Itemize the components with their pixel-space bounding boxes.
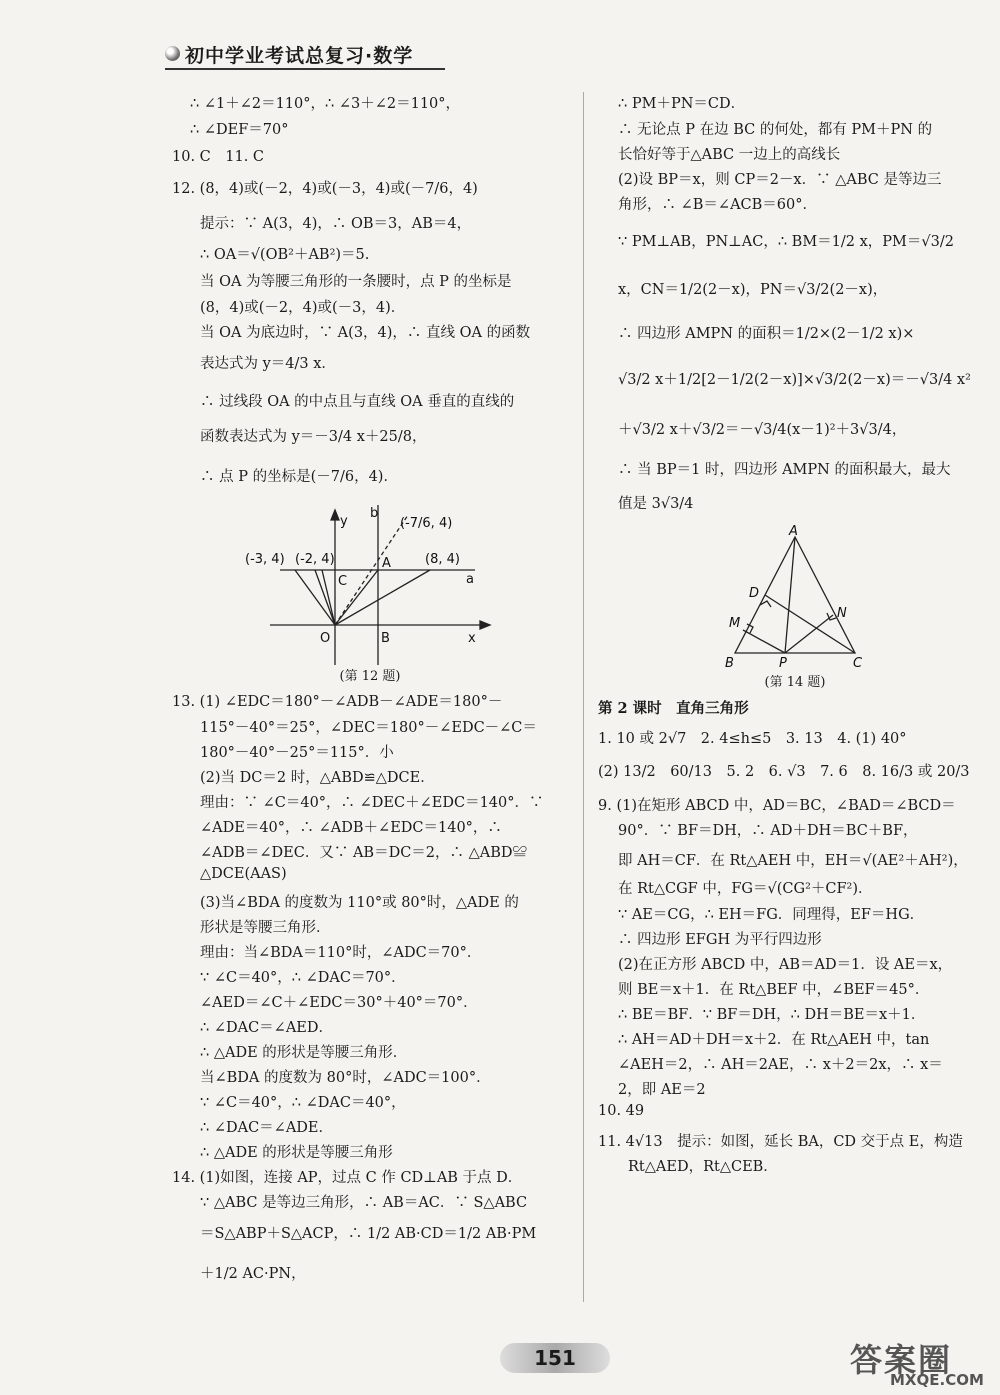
text-line: ∴ AH＝AD＋DH＝x＋2．在 Rt△AEH 中，tan	[618, 1032, 930, 1048]
column-divider	[583, 92, 584, 1302]
text-line: Rt△AED，Rt△CEB．	[628, 1159, 778, 1175]
figure-14-diagram	[715, 525, 875, 670]
text-line: ∠ADE＝40°，∴ ∠ADB＋∠EDC＝140°，∴	[200, 820, 502, 836]
fig12-label-c: C	[338, 574, 348, 589]
text-line: 当∠BDA 的度数为 80°时，∠ADC＝100°．	[200, 1070, 491, 1086]
header-title: 初中学业考试总复习·数学	[185, 45, 414, 67]
text-line: ∴ △ADE 的形状是等腰三角形．	[200, 1045, 408, 1061]
text-line: (2)在正方形 ABCD 中，AB＝AD＝1．设 AE＝x，	[618, 957, 953, 973]
fig12-label-a: A	[382, 556, 391, 571]
fig14-label-d: D	[749, 586, 760, 601]
answer-line: 10. C 11. C	[172, 149, 265, 165]
answer-line: 9. (1)在矩形 ABCD 中，AD＝BC，∠BAD＝∠BCD＝	[598, 798, 956, 814]
text-line: 在 Rt△CGF 中，FG＝√(CG²＋CF²)．	[618, 881, 873, 897]
answer-line: 11. 4√13 提示：如图，延长 BA，CD 交于点 E，构造	[598, 1134, 963, 1150]
page-number-badge	[500, 1343, 610, 1373]
answer-line: 12. (8，4)或(－2，4)或(－3，4)或(－7/6，4)	[172, 181, 478, 197]
fig12-label-84: (8, 4)	[425, 552, 460, 567]
fig12-label-o: O	[320, 631, 331, 646]
answer-line: 14. (1)如图，连接 AP，过点 C 作 CD⊥AB 于点 D．	[172, 1170, 523, 1186]
text-line: ∠AEH＝2，∴ AH＝2AE，∴ x＋2＝2x，∴ x＝	[618, 1057, 943, 1073]
fig12-label-m2: (-2, 4)	[295, 552, 335, 567]
watermark-url: MXQE.COM	[890, 1371, 984, 1389]
text-line: ∴ ∠DAC＝∠AED．	[200, 1020, 334, 1036]
answer-line: (2) 13/2 60/13 5. 2 6. √3 7. 6 8. 16/3 或 20/3	[598, 764, 970, 780]
text-line: ∴ 过线段 OA 的中点且与直线 OA 垂直的直线的	[200, 394, 515, 410]
text-line: (3)当∠BDA 的度数为 110°或 80°时，△ADE 的	[200, 895, 519, 911]
text-line: (2)设 BP＝x，则 CP＝2－x．∵ △ABC 是等边三	[618, 172, 942, 188]
text-line: 则 BE＝x＋1．在 Rt△BEF 中，∠BEF＝45°．	[618, 982, 930, 998]
text-line: ∠ADB＝∠DEC．又∵ AB＝DC＝2，∴ △ABD≌	[200, 845, 528, 861]
text-line: ∴ ∠DEF＝70°	[190, 122, 289, 138]
fig12-label-line-a: a	[466, 572, 474, 587]
text-line: 角形，∴ ∠B＝∠ACB＝60°．	[618, 197, 817, 213]
fig12-label-y: y	[340, 514, 348, 529]
text-line: ∴ 无论点 P 在边 BC 的何处，都有 PM＋PN 的	[618, 122, 933, 138]
fig14-label-b: B	[725, 656, 734, 670]
text-line: √3/2 x＋1/2[2－1/2(2－x)]×√3/2(2－x)＝－√3/4 x²	[618, 372, 971, 388]
fig12-label-p: (-7/6, 4)	[400, 516, 453, 531]
text-line: (8，4)或(－2，4)或(－3，4)．	[200, 300, 406, 316]
text-line: 形状是等腰三角形．	[200, 920, 331, 936]
text-line: 表达式为 y＝4/3 x．	[200, 356, 336, 372]
text-line: ∵ ∠C＝40°，∴ ∠DAC＝70°．	[200, 970, 406, 986]
fig14-label-a: A	[789, 525, 798, 539]
fig12-label-x: x	[468, 631, 476, 646]
answer-line: 1. 10 或 2√7 2. 4≤h≤5 3. 13 4. (1) 40°	[598, 731, 907, 747]
text-line: 理由：当∠BDA＝110°时，∠ADC＝70°．	[200, 945, 482, 961]
text-line: ∠AED＝∠C＋∠EDC＝30°＋40°＝70°．	[200, 995, 478, 1011]
text-line: (2)当 DC＝2 时，△ABD≌△DCE．	[200, 770, 435, 786]
fig12-label-b: b	[370, 506, 379, 521]
text-line: ∴ OA＝√(OB²＋AB²)＝5.	[200, 247, 370, 263]
text-line: ∵ △ABC 是等边三角形，∴ AB＝AC．∵ S△ABC	[200, 1195, 528, 1211]
figure-12-caption: (第 12 题)	[339, 669, 401, 684]
text-line: x，CN＝1/2(2－x)，PN＝√3/2(2－x)，	[618, 282, 888, 298]
page-header	[165, 38, 445, 70]
figure-14-caption: (第 14 题)	[764, 675, 826, 690]
text-line: 长恰好等于△ABC 一边上的高线长	[618, 147, 841, 163]
fig14-label-m: M	[729, 616, 741, 631]
text-line: 当 OA 为等腰三角形的一条腰时，点 P 的坐标是	[200, 274, 512, 290]
fig12-label-m3: (-3, 4)	[245, 552, 285, 567]
text-line: 提示：∵ A(3，4)，∴ OB＝3，AB＝4，	[200, 216, 472, 232]
header-logo-icon	[165, 46, 180, 61]
section-heading: 第 2 课时 直角三角形	[598, 700, 749, 717]
text-line: ∴ ∠DAC＝∠ADE．	[200, 1120, 334, 1136]
text-line: 115°－40°＝25°，∠DEC＝180°－∠EDC－∠C＝	[200, 720, 537, 736]
text-line: ∴ △ADE 的形状是等腰三角形	[200, 1145, 393, 1161]
text-line: 90°．∵ BF＝DH，∴ AD＋DH＝BC＋BF，	[618, 823, 918, 839]
text-line: 即 AH＝CF．在 Rt△AEH 中，EH＝√(AE²＋AH²)，	[618, 853, 968, 869]
text-line: ＝S△ABP＋S△ACP，∴ 1/2 AB·CD＝1/2 AB·PM	[200, 1226, 537, 1242]
text-line: ∴ BE＝BF．∵ BF＝DH，∴ DH＝BE＝x＋1．	[618, 1007, 926, 1023]
text-line: ∴ 点 P 的坐标是(－7/6，4)．	[200, 469, 398, 485]
text-line: 当 OA 为底边时，∵ A(3，4)，∴ 直线 OA 的函数	[200, 325, 531, 341]
text-line: 理由：∵ ∠C＝40°，∴ ∠DEC＋∠EDC＝140°．∵	[200, 795, 544, 811]
fig12-label-bpt: B	[381, 631, 390, 646]
text-line: ∴ PM＋PN＝CD．	[618, 96, 746, 112]
answer-line: 10. 49	[598, 1103, 645, 1119]
text-line: ∵ ∠C＝40°，∴ ∠DAC＝40°，	[200, 1095, 406, 1111]
fig14-label-p: P	[779, 656, 787, 670]
text-line: ∴ 四边形 EFGH 为平行四边形	[618, 932, 822, 948]
fig14-label-c: C	[853, 656, 863, 670]
text-line: ＋√3/2 x＋√3/2＝－√3/4(x－1)²＋3√3/4，	[618, 422, 907, 438]
text-line: ∴ ∠1＋∠2＝110°，∴ ∠3＋∠2＝110°，	[190, 96, 461, 112]
watermark	[850, 1335, 990, 1390]
text-line: ∴ 四边形 AMPN 的面积＝1/2×(2－1/2 x)×	[618, 326, 915, 342]
text-line: 值是 3√3/4	[618, 496, 694, 512]
figure-14	[715, 525, 875, 695]
text-line: △DCE(AAS)	[200, 866, 287, 882]
figure-12	[240, 505, 500, 690]
watermark-text: 答案圈	[850, 1341, 953, 1379]
text-line: 2，即 AE＝2	[618, 1082, 706, 1098]
text-line: 函数表达式为 y＝－3/4 x＋25/8，	[200, 429, 427, 445]
page-number: 151	[534, 1346, 576, 1370]
figure-12-diagram	[240, 505, 500, 665]
answer-line: 13. (1) ∠EDC＝180°－∠ADB－∠ADE＝180°－	[172, 694, 503, 710]
fig14-label-n: N	[837, 606, 847, 621]
text-line: ＋1/2 AC·PN，	[200, 1266, 306, 1282]
text-line: ∴ 当 BP＝1 时，四边形 AMPN 的面积最大，最大	[618, 462, 951, 478]
text-line: ∵ PM⊥AB，PN⊥AC，∴ BM＝1/2 x，PM＝√3/2	[618, 234, 954, 250]
text-line: ∵ AE＝CG，∴ EH＝FG．同理得，EF＝HG．	[618, 907, 925, 923]
text-line: 180°－40°－25°＝115°．小	[200, 745, 394, 761]
